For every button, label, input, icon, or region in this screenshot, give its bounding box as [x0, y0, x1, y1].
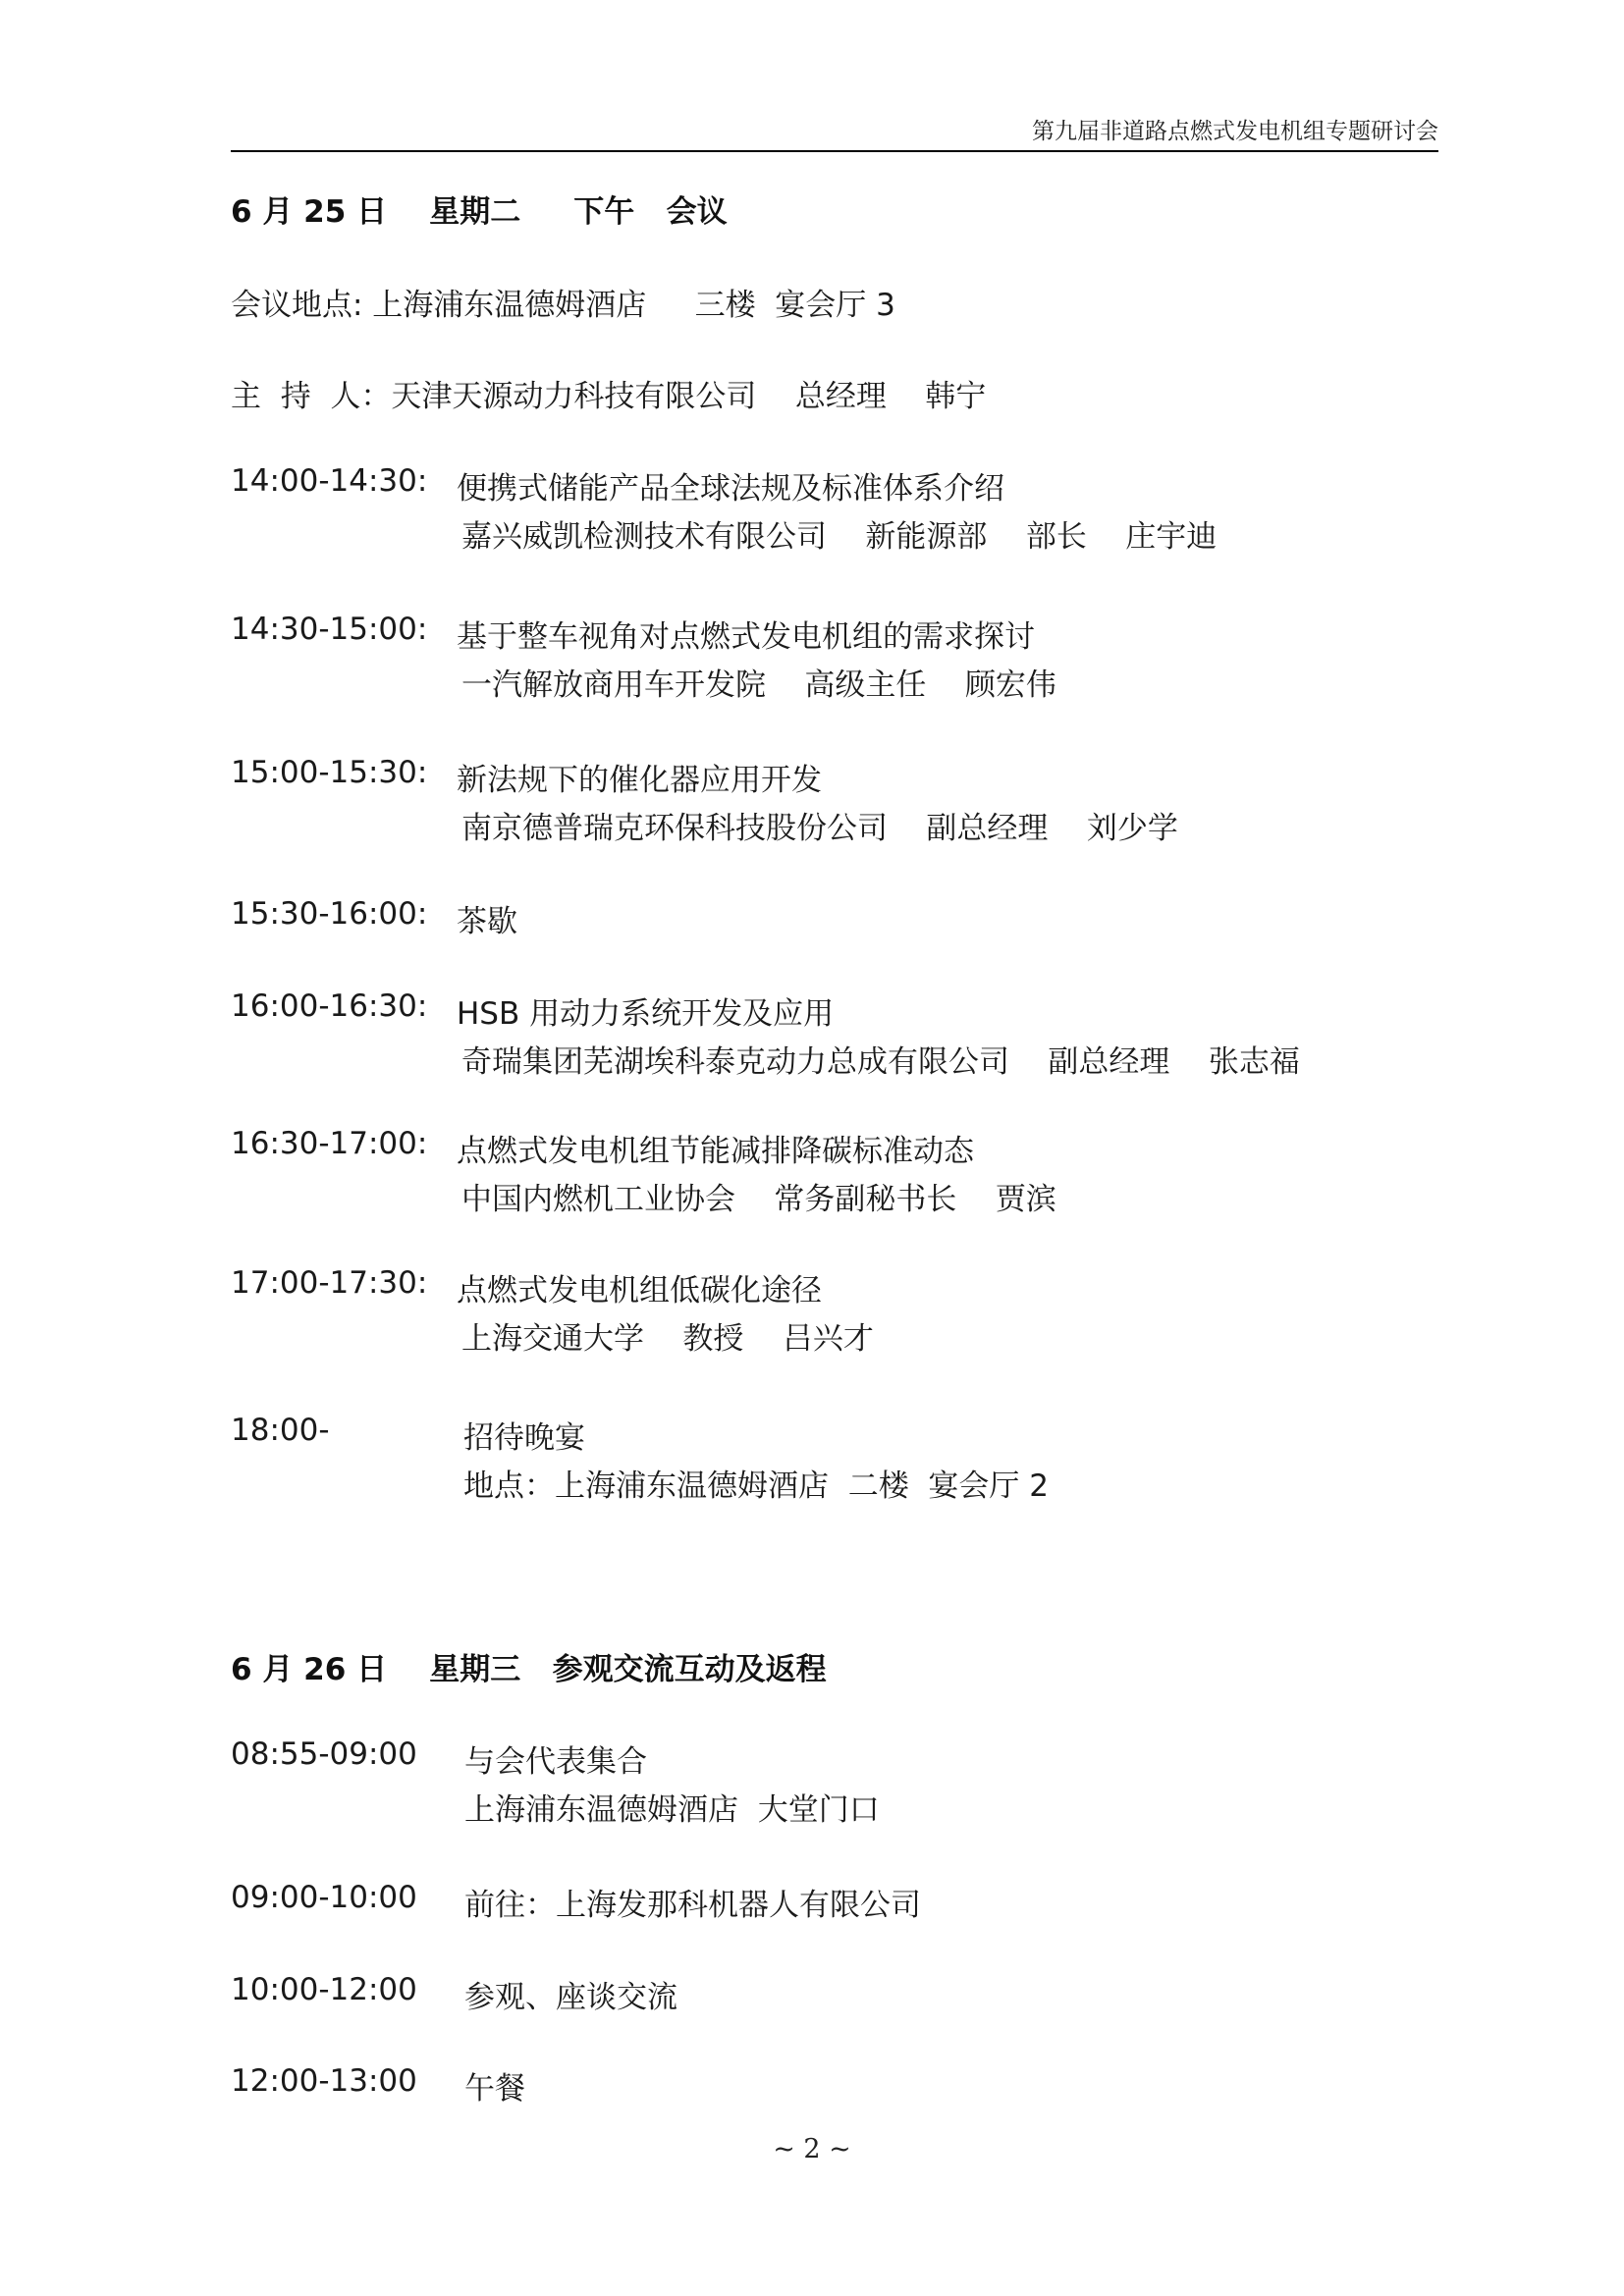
session-title: 基于整车视角对点燃式发电机组的需求探讨 — [457, 619, 1035, 655]
session-detail: 上海交通大学 教授 吕兴才 — [461, 1321, 874, 1357]
day1-heading: 6 月 25 日 星期二 下午 会议 — [231, 194, 728, 230]
session-time: 15:00-15:30: — [231, 755, 428, 790]
session-time: 15:30-16:00: — [231, 896, 428, 932]
session-detail: 上海浦东温德姆酒店 大堂门口 — [464, 1792, 880, 1828]
day2-heading: 6 月 26 日 星期三 参观交流互动及返程 — [231, 1652, 827, 1687]
session-title: 点燃式发电机组低碳化途径 — [457, 1273, 822, 1308]
header-title: 第九届非道路点燃式发电机组专题研讨会 — [1032, 119, 1438, 144]
session-detail: 地点：上海浦东温德姆酒店 二楼 宴会厅 2 — [463, 1468, 1049, 1504]
session-time: 16:30-17:00: — [231, 1126, 428, 1161]
session-title: 与会代表集合 — [464, 1744, 647, 1780]
page-header — [231, 113, 1438, 152]
session-title: 点燃式发电机组节能减排降碳标准动态 — [457, 1134, 974, 1169]
session-title: HSB 用动力系统开发及应用 — [457, 996, 835, 1032]
session-time: 08:55-09:00 — [231, 1736, 417, 1772]
session-title: 午餐 — [464, 2071, 525, 2107]
session-time: 16:00-16:30: — [231, 988, 428, 1024]
session-title: 便携式储能产品全球法规及标准体系介绍 — [457, 471, 1004, 507]
page-number: ~ 2 ~ — [773, 2134, 851, 2164]
session-detail: 中国内燃机工业协会 常务副秘书长 贾滨 — [461, 1182, 1056, 1217]
session-detail: 南京德普瑞克环保科技股份公司 副总经理 刘少学 — [461, 811, 1178, 846]
session-time: 14:30-15:00: — [231, 612, 428, 647]
session-detail: 嘉兴威凯检测技术有限公司 新能源部 部长 庄宇迪 — [461, 519, 1218, 555]
venue-line: 会议地点: 上海浦东温德姆酒店 三楼 宴会厅 3 — [231, 288, 895, 323]
session-time: 18:00- — [231, 1413, 330, 1448]
host-line: 主 持 人：天津天源动力科技有限公司 总经理 韩宁 — [231, 379, 987, 414]
session-title: 新法规下的催化器应用开发 — [457, 763, 822, 798]
session-detail: 一汽解放商用车开发院 高级主任 顾宏伟 — [461, 667, 1056, 703]
session-title: 参观、座谈交流 — [464, 1980, 677, 2015]
session-time: 09:00-10:00 — [231, 1880, 417, 1915]
session-title: 前往：上海发那科机器人有限公司 — [464, 1888, 921, 1923]
session-title: 茶歇 — [457, 904, 517, 939]
session-detail: 奇瑞集团芜湖埃科泰克动力总成有限公司 副总经理 张志福 — [461, 1044, 1300, 1080]
session-time: 12:00-13:00 — [231, 2063, 417, 2099]
session-title: 招待晚宴 — [463, 1420, 585, 1456]
session-time: 17:00-17:30: — [231, 1265, 428, 1301]
session-time: 10:00-12:00 — [231, 1972, 417, 2007]
session-time: 14:00-14:30: — [231, 463, 428, 499]
